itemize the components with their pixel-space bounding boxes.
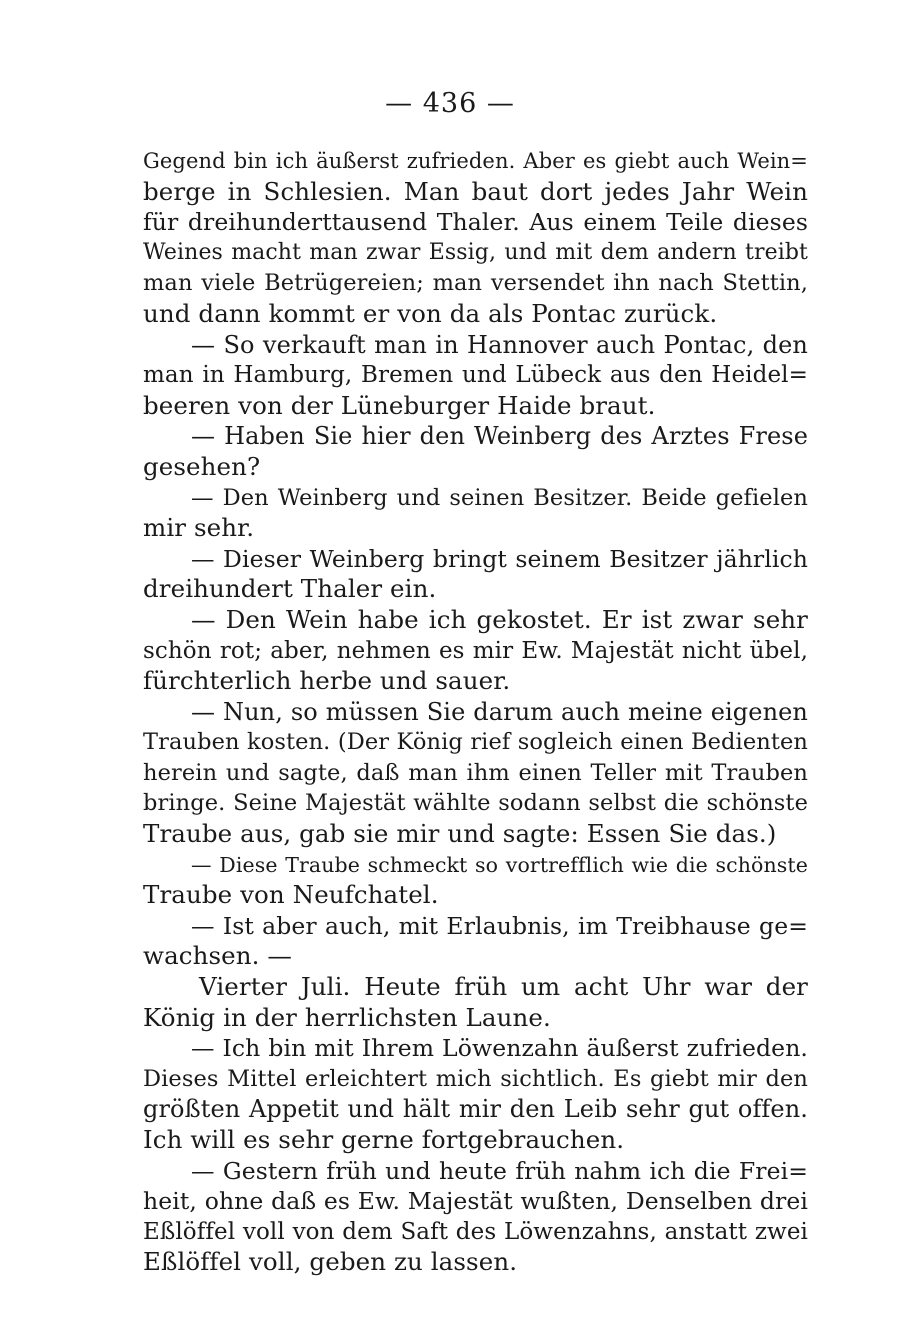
text-line: berge in Schlesien. Man baut dort jedes Jahr Wein xyxy=(143,176,808,206)
text-line: bringe. Seine Majestät wählte sodann selbst die schönste xyxy=(143,790,808,817)
text-line: gesehen? xyxy=(143,451,261,481)
text-line: — Gestern früh und heute früh nahm ich die Frei= xyxy=(191,1156,808,1185)
text-line: größten Appetit und hält mir den Leib sehr gut offen. xyxy=(143,1095,808,1124)
text-line: Ich will es sehr gerne fortgebrauchen. xyxy=(143,1125,625,1154)
text-line: König in der herrlichsten Laune. xyxy=(143,1002,551,1032)
text-line: Traube von Neufchatel. xyxy=(143,880,439,910)
text-line: heit, ohne daß es Ew. Majestät wußten, Denselben drei xyxy=(143,1187,808,1216)
text-line: Eßlöffel voll, geben zu lassen. xyxy=(143,1247,518,1277)
text-line: dreihundert Thaler ein. xyxy=(143,574,437,604)
text-line: mir sehr. xyxy=(143,513,255,543)
body-text xyxy=(143,146,808,1278)
text-line: — So verkauft man in Hannover auch Pontac, den xyxy=(191,330,808,359)
text-line: für dreihunderttausend Thaler. Aus einem Teile dieses xyxy=(143,208,808,237)
text-line: — Ich bin mit Ihrem Löwenzahn äußerst zufrieden. xyxy=(191,1034,808,1063)
text-line: Eßlöffel voll von dem Saft des Löwenzahns, anstatt zwei xyxy=(143,1218,808,1245)
text-line: — Ist aber auch, mit Erlaubnis, im Treibhause ge= xyxy=(191,911,808,940)
text-line: und dann kommt er von da als Pontac zurück. xyxy=(143,298,718,328)
text-line: Vierter Juli. Heute früh um acht Uhr war der xyxy=(199,972,808,1002)
text-line: herein und sagte, daß man ihm einen Teller mit Trauben xyxy=(143,759,808,786)
text-line: — Haben Sie hier den Weinberg des Arztes Frese xyxy=(191,422,808,451)
text-line: — Nun, so müssen Sie darum auch meine eigenen xyxy=(191,697,808,726)
text-line: fürchterlich herbe und sauer. xyxy=(143,666,511,696)
text-line: beeren von der Lüneburger Haide braut. xyxy=(143,390,656,420)
text-line: Weines macht man zwar Essig, und mit dem andern treibt xyxy=(143,239,808,265)
text-line: wachsen. — xyxy=(143,941,293,971)
text-line: — Den Wein habe ich gekostet. Er ist zwar sehr xyxy=(191,604,808,634)
text-line: — Diese Traube schmeckt so vortrefflich wie die schönste xyxy=(191,852,808,877)
text-line: — Dieser Weinberg bringt seinem Besitzer jährlich xyxy=(191,544,808,573)
text-line: Traube aus, gab sie mir und sagte: Essen Sie das.) xyxy=(143,819,777,849)
text-line: schön rot; aber, nehmen es mir Ew. Majestät nicht übel, xyxy=(143,637,808,664)
text-line: Dieses Mittel erleichtert mich sichtlich. Es giebt mir den xyxy=(143,1065,808,1092)
text-line: Trauben kosten. (Der König rief sogleich einen Bedienten xyxy=(143,729,808,756)
text-line: — Den Weinberg und seinen Besitzer. Beide gefielen xyxy=(191,484,808,511)
text-line: man in Hamburg, Bremen und Lübeck aus den Heidel= xyxy=(143,362,808,389)
page-number: — 436 — xyxy=(385,88,515,119)
text-line: Gegend bin ich äußerst zufrieden. Aber es giebt auch Wein= xyxy=(143,149,808,173)
text-line: man viele Betrügereien; man versendet ihn nach Stettin, xyxy=(143,270,808,297)
